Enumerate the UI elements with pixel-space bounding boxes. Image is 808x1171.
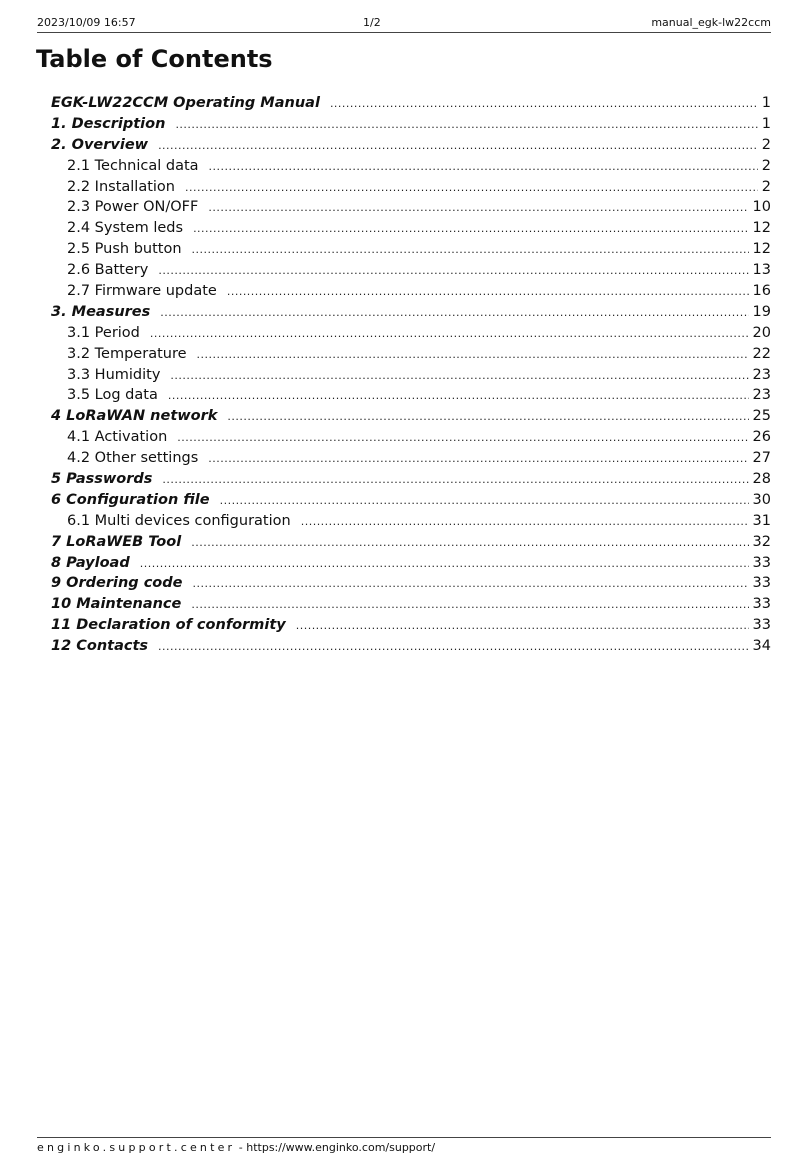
toc-entry[interactable] bbox=[51, 197, 771, 218]
toc-entry-label[interactable]: 9 Ordering code bbox=[51, 575, 183, 592]
toc-entry[interactable] bbox=[51, 281, 771, 302]
toc-entry-label[interactable]: 2.4 System leds bbox=[67, 220, 184, 237]
toc-entry[interactable] bbox=[51, 490, 771, 511]
toc-dot-leader bbox=[220, 491, 749, 511]
toc-entry[interactable] bbox=[51, 553, 771, 574]
toc-entry-label[interactable]: 2. Overview bbox=[51, 136, 149, 153]
toc-dot-leader bbox=[158, 136, 758, 156]
toc-entry[interactable] bbox=[51, 573, 771, 594]
toc-entry-label[interactable]: 4.1 Activation bbox=[67, 429, 168, 446]
footer-url-link[interactable]: https://www.enginko.com/support/ bbox=[246, 1141, 436, 1154]
toc-entry[interactable] bbox=[51, 156, 771, 177]
toc-entry-page: 31 bbox=[752, 512, 771, 529]
toc-entry-page: 32 bbox=[752, 533, 771, 550]
toc-entry[interactable] bbox=[51, 135, 771, 156]
toc-entry-page: 34 bbox=[752, 638, 771, 655]
toc-dot-leader bbox=[227, 407, 748, 427]
toc-entry-label[interactable]: 10 Maintenance bbox=[51, 596, 182, 613]
toc-entry-page: 26 bbox=[752, 429, 771, 446]
toc-entry[interactable] bbox=[51, 594, 771, 615]
print-timestamp: 2023/10/09 16:57 bbox=[37, 16, 136, 29]
toc-entry-page: 20 bbox=[752, 324, 771, 341]
toc-entry-page: 13 bbox=[752, 262, 771, 279]
toc-dot-leader bbox=[191, 595, 748, 615]
toc-dot-leader bbox=[158, 261, 748, 281]
toc-dot-leader bbox=[192, 574, 748, 594]
toc-dot-leader bbox=[175, 115, 757, 135]
toc-entry-label[interactable]: 3.3 Humidity bbox=[67, 366, 161, 383]
toc-entry-page: 2 bbox=[761, 178, 771, 195]
page-footer bbox=[37, 1137, 771, 1155]
toc-entry-label[interactable]: 12 Contacts bbox=[51, 638, 149, 655]
toc-entry-page: 28 bbox=[752, 471, 771, 488]
toc-dot-leader bbox=[162, 470, 748, 490]
toc-entry-label[interactable]: 2.5 Push button bbox=[67, 241, 182, 258]
toc-entry[interactable] bbox=[51, 239, 771, 260]
toc-entry[interactable] bbox=[51, 365, 771, 386]
toc-entry-page: 23 bbox=[752, 366, 771, 383]
toc-entry-page: 2 bbox=[761, 136, 771, 153]
toc-dot-leader bbox=[197, 345, 749, 365]
toc-entry-page: 2 bbox=[761, 157, 771, 174]
toc-entry-label[interactable]: 7 LoRaWEB Tool bbox=[51, 533, 182, 550]
toc-dot-leader bbox=[150, 324, 749, 344]
toc-entry-label[interactable]: 6 Configuration file bbox=[51, 491, 210, 508]
footer-brand: enginko.support.center bbox=[37, 1141, 236, 1154]
toc-entry-page: 1 bbox=[761, 95, 771, 111]
toc-entry[interactable] bbox=[51, 260, 771, 281]
toc-entry-label[interactable]: 2.3 Power ON/OFF bbox=[67, 199, 199, 216]
toc-entry[interactable] bbox=[51, 114, 771, 135]
toc-entry-label[interactable]: 2.6 Battery bbox=[67, 262, 149, 279]
toc-entry-label[interactable]: 2.7 Firmware update bbox=[67, 283, 217, 300]
toc-entry-page: 12 bbox=[752, 241, 771, 258]
toc-entry[interactable] bbox=[51, 448, 771, 469]
toc-entry[interactable] bbox=[51, 511, 771, 532]
toc-dot-leader bbox=[191, 533, 748, 553]
toc-entry-page: 10 bbox=[752, 199, 771, 216]
toc-entry-page: 33 bbox=[752, 596, 771, 613]
toc-entry[interactable] bbox=[51, 344, 771, 365]
toc-entry-label[interactable]: 3.2 Temperature bbox=[67, 345, 187, 362]
toc-entry-label[interactable]: 4 LoRaWAN network bbox=[51, 408, 218, 425]
toc-entry-label[interactable]: EGK-LW22CCM Operating Manual bbox=[51, 95, 320, 111]
toc-dot-leader bbox=[227, 282, 749, 302]
toc-entry-label[interactable]: 3.1 Period bbox=[67, 324, 140, 341]
toc-dot-leader bbox=[208, 198, 748, 218]
toc-entry[interactable] bbox=[51, 323, 771, 344]
toc-dot-leader bbox=[177, 428, 748, 448]
toc-dot-leader bbox=[140, 554, 749, 574]
toc-entry-label[interactable]: 4.2 Other settings bbox=[67, 450, 199, 467]
toc-entry-page: 27 bbox=[752, 450, 771, 467]
toc-entry-label[interactable]: 1. Description bbox=[51, 115, 166, 132]
toc-entry[interactable] bbox=[51, 177, 771, 198]
toc-dot-leader bbox=[192, 240, 749, 260]
page-indicator: 1/2 bbox=[363, 16, 381, 29]
document-id: manual_egk-lw22ccm bbox=[651, 16, 771, 29]
toc-entry-page: 30 bbox=[752, 491, 771, 508]
toc-entry-label[interactable]: 2.1 Technical data bbox=[67, 157, 199, 174]
toc-entry[interactable] bbox=[51, 93, 771, 114]
toc-entry-page: 25 bbox=[752, 408, 771, 425]
toc-entry[interactable] bbox=[51, 406, 771, 427]
page-header bbox=[37, 16, 771, 33]
toc-entry-page: 23 bbox=[752, 387, 771, 404]
toc-dot-leader bbox=[330, 94, 758, 114]
toc-entry-page: 33 bbox=[752, 617, 771, 634]
toc-entry-label[interactable]: 3. Measures bbox=[51, 303, 151, 320]
toc-entry[interactable] bbox=[51, 469, 771, 490]
toc-entry-page: 16 bbox=[752, 283, 771, 300]
toc-dot-leader bbox=[209, 157, 758, 177]
toc-entry-page: 33 bbox=[752, 554, 771, 571]
toc-entry-label[interactable]: 3.5 Log data bbox=[67, 387, 158, 404]
toc-dot-leader bbox=[158, 637, 749, 657]
toc-dot-leader bbox=[296, 616, 749, 636]
footer-separator: - bbox=[235, 1141, 247, 1154]
toc-entry-label[interactable]: 5 Passwords bbox=[51, 471, 153, 488]
toc-dot-leader bbox=[170, 366, 748, 386]
toc-entry[interactable] bbox=[51, 636, 771, 657]
toc-entry-label[interactable]: 6.1 Multi devices configuration bbox=[67, 512, 291, 529]
toc-entry-page: 12 bbox=[752, 220, 771, 237]
toc-dot-leader bbox=[160, 303, 748, 323]
table-of-contents bbox=[51, 93, 771, 657]
toc-dot-leader bbox=[193, 219, 748, 239]
toc-entry[interactable] bbox=[51, 615, 771, 636]
toc-entry[interactable] bbox=[51, 218, 771, 239]
toc-entry-label[interactable]: 11 Declaration of conformity bbox=[51, 617, 286, 634]
toc-entry-label[interactable]: 2.2 Installation bbox=[67, 178, 175, 195]
toc-entry-page: 1 bbox=[761, 115, 771, 132]
toc-entry-page: 22 bbox=[752, 345, 771, 362]
toc-dot-leader bbox=[208, 449, 748, 469]
page-title: Table of Contents bbox=[36, 45, 273, 73]
toc-entry[interactable] bbox=[51, 427, 771, 448]
toc-dot-leader bbox=[168, 386, 749, 406]
toc-entry-page: 19 bbox=[752, 303, 771, 320]
toc-entry[interactable] bbox=[51, 385, 771, 406]
toc-entry[interactable] bbox=[51, 532, 771, 553]
toc-entry-page: 33 bbox=[752, 575, 771, 592]
toc-dot-leader bbox=[301, 512, 749, 532]
toc-entry-label[interactable]: 8 Payload bbox=[51, 554, 130, 571]
toc-entry[interactable] bbox=[51, 302, 771, 323]
toc-dot-leader bbox=[185, 178, 758, 198]
